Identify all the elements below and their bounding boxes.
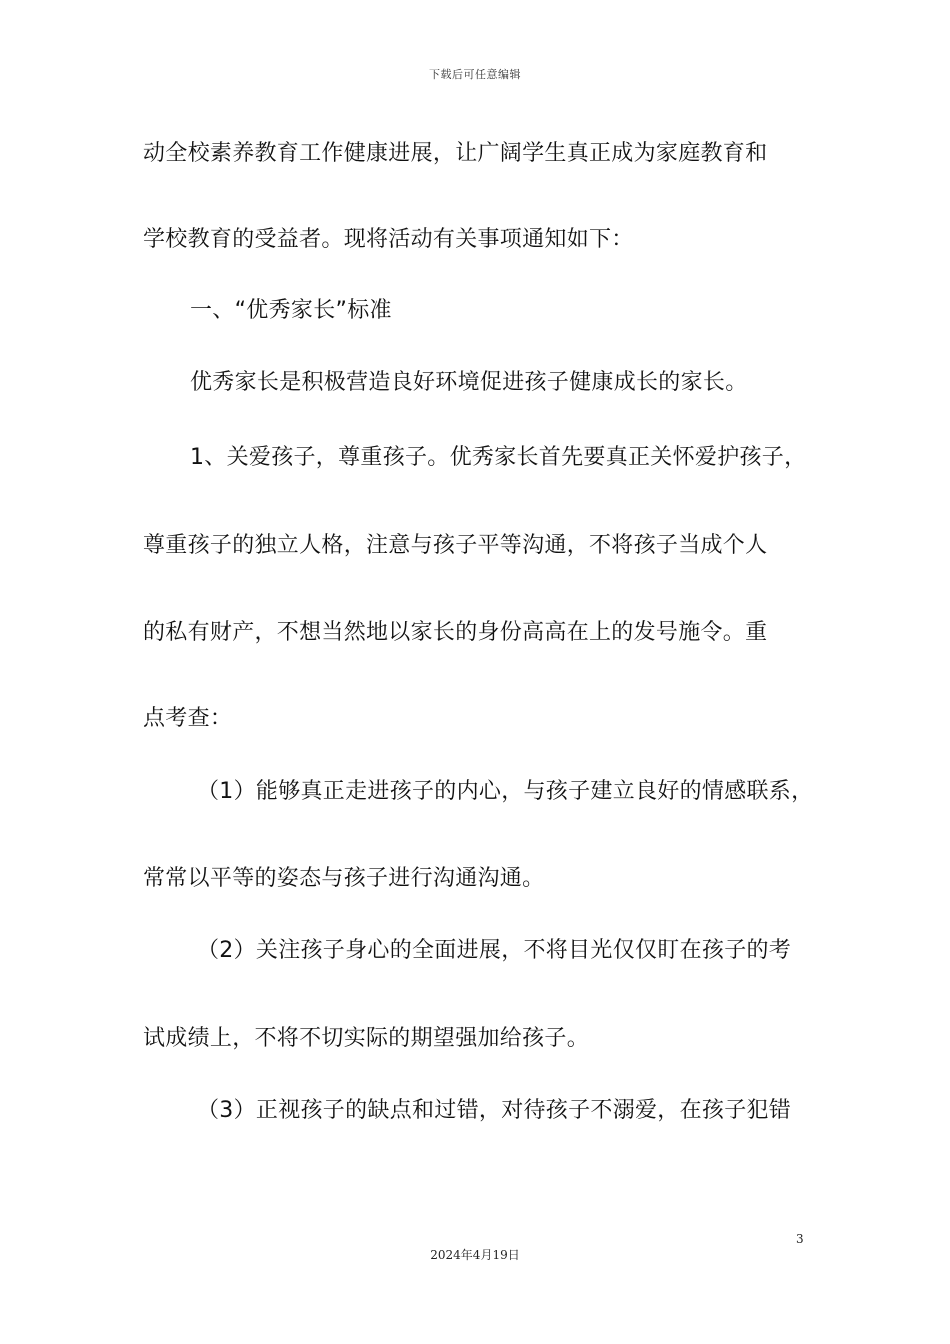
- body-line-2: 学校教育的受益者。现将活动有关事项通知如下：: [143, 227, 634, 252]
- body-line-4: 优秀家长是积极营造良好环境促进孩子健康成长的家长。: [190, 370, 748, 395]
- item-1-line-2: 尊重孩子的独立人格，注意与孩子平等沟通，不将孩子当成个人: [143, 533, 768, 558]
- footer-date: 2024年4月19日: [430, 1248, 520, 1262]
- subitem-2-line-1: （2）关注孩子身心的全面进展，不将目光仅仅盯在孩子的考: [197, 938, 792, 963]
- item-1-line-3: 的私有财产，不想当然地以家长的身份高高在上的发号施令。重: [143, 620, 768, 645]
- body-line-1: 动全校素养教育工作健康进展，让广阔学生真正成为家庭教育和: [143, 141, 768, 166]
- section-heading: 一、“优秀家长”标准: [190, 298, 392, 323]
- subitem-3-line-1: （3）正视孩子的缺点和过错，对待孩子不溺爱，在孩子犯错: [197, 1098, 792, 1123]
- subitem-1-line-2: 常常以平等的姿态与孩子进行沟通沟通。: [143, 866, 545, 891]
- subitem-1-line-1: （1）能够真正走进孩子的内心，与孩子建立良好的情感联系，: [197, 779, 814, 804]
- header-note: 下载后可任意编辑: [429, 68, 521, 81]
- subitem-2-line-2: 试成绩上，不将不切实际的期望强加给孩子。: [143, 1026, 590, 1051]
- item-1-line-4: 点考查：: [143, 706, 233, 731]
- page-number: 3: [796, 1232, 804, 1246]
- item-1-line-1: 1、关爱孩子，尊重孩子。优秀家长首先要真正关怀爱护孩子，: [190, 445, 807, 470]
